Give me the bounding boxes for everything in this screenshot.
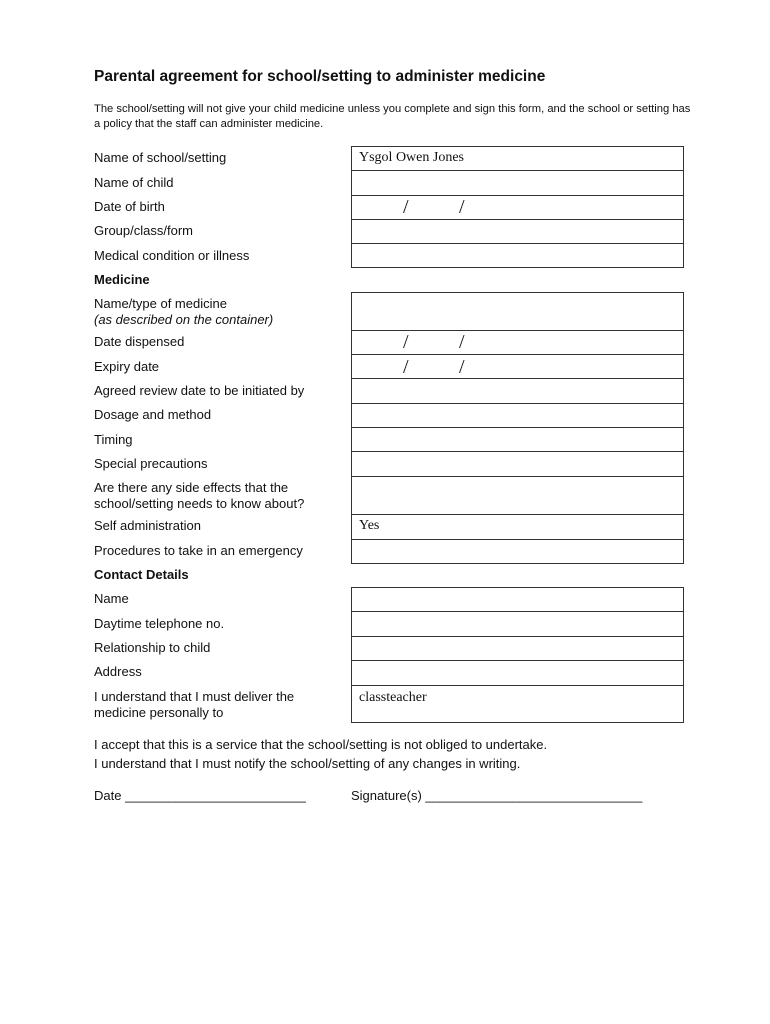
label-emergency: Procedures to take in an emergency [94, 543, 303, 558]
medicine-name-field[interactable] [352, 293, 683, 329]
label-review-date: Agreed review date to be initiated by [94, 383, 305, 398]
label-deliver: I understand that I must deliver the [94, 689, 295, 704]
relationship-field[interactable] [352, 637, 683, 659]
label-medicine-name-note: (as described on the container) [94, 312, 274, 327]
dispensed-separator: / [459, 331, 465, 353]
self-admin-field[interactable]: Yes [359, 518, 380, 533]
label-date-of-birth: Date of birth [94, 199, 165, 214]
form-title: Parental agreement for school/setting to administer medicine [94, 68, 546, 85]
timing-field[interactable] [352, 428, 683, 450]
label-deliver-cont: medicine personally to [94, 705, 224, 720]
label-side-effects: Are there any side effects that the [94, 480, 289, 495]
child-name-field[interactable] [352, 171, 683, 194]
label-medicine-name: Name/type of medicine [94, 296, 227, 311]
label-relationship: Relationship to child [94, 640, 211, 655]
label-group: Group/class/form [94, 223, 193, 238]
contact-heading: Contact Details [94, 567, 189, 582]
dob-separator: / [403, 196, 409, 218]
label-expiry-date: Expiry date [94, 359, 160, 374]
expiry-separator: / [459, 356, 465, 378]
label-condition: Medical condition or illness [94, 248, 250, 263]
acceptance-statement: I accept that this is a service that the school/setting is not obliged to undertake. [94, 737, 548, 752]
label-timing: Timing [94, 432, 133, 447]
signature-line[interactable]: Signature(s) ______________________________ [351, 788, 643, 803]
field-divider [351, 330, 684, 331]
phone-field[interactable] [352, 612, 683, 635]
label-school: Name of school/setting [94, 150, 227, 165]
field-divider [351, 514, 684, 515]
review-date-field[interactable] [352, 379, 683, 402]
label-phone: Daytime telephone no. [94, 616, 225, 631]
contact-name-field[interactable] [352, 588, 683, 610]
emergency-field[interactable] [352, 540, 683, 563]
label-child-name: Name of child [94, 175, 174, 190]
deliver-to-field[interactable]: classteacher [359, 690, 427, 705]
field-divider [351, 195, 684, 196]
date-line[interactable]: Date _________________________ [94, 788, 306, 803]
school-name-field[interactable]: Ysgol Owen Jones [359, 150, 464, 165]
label-contact-name: Name [94, 591, 129, 606]
dosage-field[interactable] [352, 404, 683, 426]
medicine-heading: Medicine [94, 272, 150, 287]
address-field[interactable] [352, 661, 683, 684]
label-date-dispensed: Date dispensed [94, 334, 185, 349]
field-divider [351, 685, 684, 686]
notify-statement: I understand that I must notify the school/setting of any changes in writing. [94, 756, 521, 771]
field-divider [351, 354, 684, 355]
label-dosage: Dosage and method [94, 407, 212, 422]
label-side-effects-cont: school/setting needs to know about? [94, 496, 305, 511]
side-effects-field[interactable] [352, 477, 683, 513]
label-address: Address [94, 664, 142, 679]
label-self-admin: Self administration [94, 518, 201, 533]
dispensed-separator: / [403, 331, 409, 353]
precautions-field[interactable] [352, 452, 683, 475]
expiry-separator: / [403, 356, 409, 378]
intro-text: The school/setting will not give your child medicine unless you complete and sign this form, and the school or setting has a policy that the staff can administer medicine. [94, 103, 691, 130]
group-field[interactable] [352, 220, 683, 242]
condition-field[interactable] [352, 244, 683, 267]
label-precautions: Special precautions [94, 456, 208, 471]
dob-separator: / [459, 196, 465, 218]
